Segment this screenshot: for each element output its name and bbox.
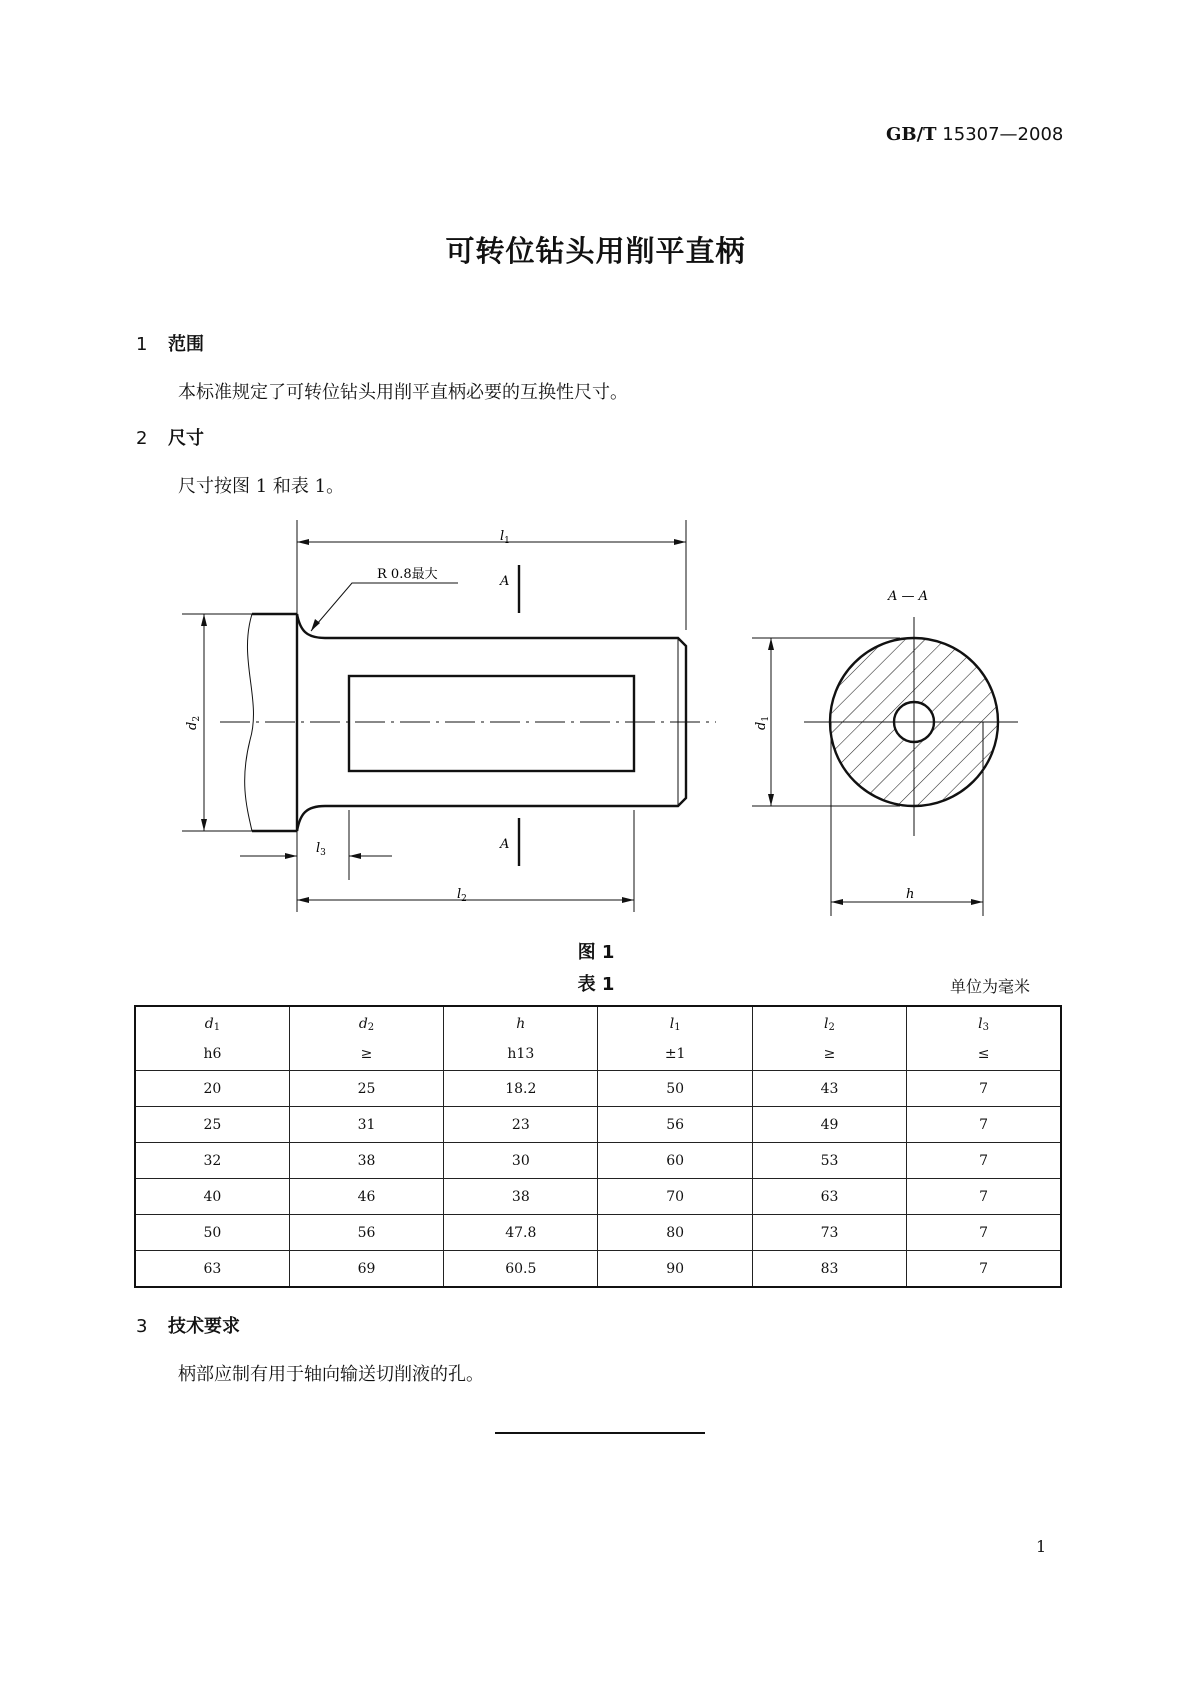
column-header: h h13 [444, 1006, 598, 1071]
table-cell: 31 [289, 1107, 443, 1143]
table-cell: 56 [598, 1107, 752, 1143]
table-row [135, 1107, 1061, 1143]
table-cell: 83 [752, 1251, 906, 1288]
section-number: 1 [136, 334, 148, 355]
column-header: $l_3$ ≤ [907, 1006, 1061, 1071]
table-row [135, 1143, 1061, 1179]
section-number: 2 [136, 428, 148, 449]
table-cell: 69 [289, 1251, 443, 1288]
table-cell: 73 [752, 1215, 906, 1251]
table-cell: 60.5 [444, 1251, 598, 1288]
table-cell: 43 [752, 1071, 906, 1107]
section-3-heading [136, 1312, 240, 1338]
table-cell: 49 [752, 1107, 906, 1143]
table-cell: 20 [135, 1071, 289, 1107]
table-cell: 7 [907, 1143, 1061, 1179]
dimensions-table [134, 1005, 1062, 1288]
table-cell: 90 [598, 1251, 752, 1288]
table-header-row [135, 1006, 1061, 1071]
section-3-text: 柄部应制有用于轴向输送切削液的孔。 [178, 1364, 484, 1385]
table-caption: 表 1 [577, 974, 615, 995]
section-2-text: 尺寸按图 1 和表 1。 [178, 476, 345, 497]
column-header: $d_1$ h6 [135, 1006, 289, 1071]
table-cell: 7 [907, 1215, 1061, 1251]
figure-caption: 图 1 [577, 942, 615, 963]
section-mark-top: A [500, 574, 510, 589]
table-cell: 70 [598, 1179, 752, 1215]
table-cell: 7 [907, 1071, 1061, 1107]
table-cell: 25 [135, 1107, 289, 1143]
label-l2: $l_2$ [457, 887, 467, 904]
label-d1: $d_1$ [754, 715, 771, 730]
table-cell: 18.2 [444, 1071, 598, 1107]
section-title: 尺寸 [168, 428, 204, 449]
section-title: 技术要求 [168, 1316, 240, 1337]
table-cell: 7 [907, 1179, 1061, 1215]
table-cell: 60 [598, 1143, 752, 1179]
column-header: $d_2$ ≥ [289, 1006, 443, 1071]
table-row [135, 1215, 1061, 1251]
table-cell: 50 [598, 1071, 752, 1107]
label-h: h [906, 887, 915, 902]
end-rule [495, 1432, 705, 1434]
table-cell: 80 [598, 1215, 752, 1251]
table-cell: 63 [752, 1179, 906, 1215]
label-l1: $l_1$ [500, 529, 510, 546]
section-title: 范围 [168, 334, 204, 355]
standard-number: 15307—2008 [942, 124, 1064, 145]
table-cell: 30 [444, 1143, 598, 1179]
table-cell: 56 [289, 1215, 443, 1251]
page-number: 1 [1036, 1537, 1047, 1556]
table-cell: 40 [135, 1179, 289, 1215]
table-cell: 32 [135, 1143, 289, 1179]
table-cell: 7 [907, 1251, 1061, 1288]
label-l3: $l_3$ [316, 841, 326, 858]
table-cell: 38 [289, 1143, 443, 1179]
label-radius: R 0.8最大 [377, 567, 438, 582]
table-cell: 53 [752, 1143, 906, 1179]
table-row [135, 1071, 1061, 1107]
table-cell: 7 [907, 1107, 1061, 1143]
table-cell: 23 [444, 1107, 598, 1143]
table-cell: 50 [135, 1215, 289, 1251]
table-cell: 25 [289, 1071, 443, 1107]
section-1-text: 本标准规定了可转位钻头用削平直柄必要的互换性尺寸。 [178, 382, 628, 403]
section-mark-bottom: A [500, 837, 510, 852]
section-view-label: A — A [888, 589, 929, 604]
section-number: 3 [136, 1316, 148, 1337]
table-cell: 47.8 [444, 1215, 598, 1251]
column-header: $l_1$ ±1 [598, 1006, 752, 1071]
standard-prefix: GB/T [886, 124, 937, 145]
table-row [135, 1251, 1061, 1288]
unit-note: 单位为毫米 [950, 977, 1031, 996]
document-title: 可转位钻头用削平直柄 [445, 234, 746, 268]
table-cell: 38 [444, 1179, 598, 1215]
table-cell: 46 [289, 1179, 443, 1215]
table-row [135, 1179, 1061, 1215]
table-cell: 63 [135, 1251, 289, 1288]
label-d2: $d_2$ [185, 715, 202, 730]
column-header: $l_2$ ≥ [752, 1006, 906, 1071]
